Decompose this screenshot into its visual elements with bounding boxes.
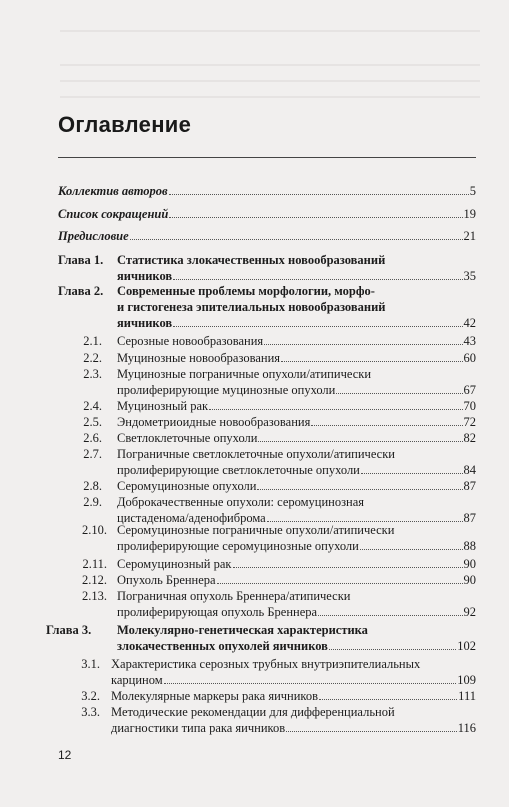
section-number: 2.13. [82, 589, 107, 603]
toc-title: Список сокращений [58, 207, 169, 221]
toc-entry-preface[interactable] [58, 228, 476, 244]
section-title-line[interactable]: Методические рекомендации для дифференциальной [111, 705, 395, 719]
toc-page: 19 [463, 207, 476, 221]
toc-entry-2-10[interactable] [117, 538, 476, 554]
bleed-through-line [60, 64, 480, 66]
toc-page: 116 [457, 721, 476, 735]
chapter-title-line[interactable]: Статистика злокачественных новообразований [117, 253, 386, 267]
section-number: 2.8. [83, 479, 102, 493]
toc-entry-2-2[interactable] [117, 350, 476, 366]
dot-leader [164, 683, 457, 684]
toc-page: 72 [463, 415, 476, 429]
toc-entry-2-6[interactable] [117, 430, 476, 446]
toc-page: 92 [463, 605, 476, 619]
chapter-title-line[interactable]: и гистогенеза эпителиальных новообразований [117, 300, 386, 314]
section-number: 3.1. [81, 657, 100, 671]
section-title: Муцинозные новообразования [117, 351, 281, 365]
section-title-line[interactable]: Доброкачественные опухоли: серомуцинозная [117, 495, 365, 509]
toc-page: 43 [463, 334, 476, 348]
toc-page: 109 [457, 673, 476, 687]
section-title-line[interactable]: Муцинозные пограничные опухоли/атипически [117, 367, 372, 381]
chapter-title-line[interactable] [117, 268, 476, 284]
chapter-title-text: яичников [117, 269, 173, 283]
chapter-label: Глава 3. [46, 623, 92, 637]
dot-leader [319, 699, 457, 700]
bleed-through-line [60, 80, 480, 82]
toc-entry-2-12[interactable] [117, 572, 476, 588]
page-number: 12 [58, 748, 72, 762]
dot-leader [209, 409, 462, 410]
chapter-title-line[interactable] [117, 315, 476, 331]
dot-leader [281, 361, 462, 362]
dot-leader [329, 649, 456, 650]
section-number: 3.2. [81, 689, 100, 703]
toc-entry-3-3[interactable] [111, 720, 476, 736]
toc-entry-2-4[interactable] [117, 398, 476, 414]
section-number: 2.3. [83, 367, 102, 381]
toc-entry-3-1[interactable] [111, 672, 476, 688]
section-number: 3.3. [81, 705, 100, 719]
dot-leader [264, 344, 462, 345]
chapter-title-text: яичников [117, 316, 173, 330]
toc-page: 60 [463, 351, 476, 365]
dot-leader [233, 567, 463, 568]
toc-entry-2-13[interactable] [117, 604, 476, 620]
section-title: Светлоклеточные опухоли [117, 431, 258, 445]
dot-leader [258, 441, 462, 442]
section-title: Молекулярные маркеры рака яичников [111, 689, 319, 703]
section-number: 2.2. [83, 351, 102, 365]
toc-page: 70 [463, 399, 476, 413]
section-number: 2.4. [83, 399, 102, 413]
section-title: пролиферирующие светлоклеточные опухоли [117, 463, 360, 477]
section-title: пролиферирующие муцинозные опухоли [117, 383, 336, 397]
dot-leader [360, 549, 463, 550]
bleed-through-line [60, 30, 480, 32]
section-number: 2.12. [82, 573, 107, 587]
toc-entry-abbreviations[interactable] [58, 206, 476, 222]
section-title: Опухоль Бреннера [117, 573, 216, 587]
section-number: 2.6. [83, 431, 102, 445]
toc-page: 88 [463, 539, 476, 553]
chapter-title-line[interactable] [117, 638, 476, 654]
toc-entry-authors[interactable] [58, 183, 476, 199]
toc-page: 84 [463, 463, 476, 477]
toc-title: Коллектив авторов [58, 184, 168, 198]
section-title: пролиферирующие серомуцинозные опухоли [117, 539, 359, 553]
dot-leader [173, 326, 462, 327]
chapter-label: Глава 1. [58, 253, 104, 267]
dot-leader [169, 194, 469, 195]
chapter-title-text: злокачественных опухолей яичников [117, 639, 328, 653]
toc-page: 82 [463, 431, 476, 445]
toc-title: Предисловие [58, 229, 129, 243]
dot-leader [311, 425, 462, 426]
chapter-title-line[interactable]: Современные проблемы морфологии, морфо- [117, 284, 375, 298]
chapter-label: Глава 2. [58, 284, 104, 298]
toc-page: 42 [463, 316, 476, 330]
bleed-through-line [60, 96, 480, 98]
section-number: 2.1. [83, 334, 102, 348]
dot-leader [169, 217, 462, 218]
dot-leader [257, 489, 462, 490]
section-title: Муцинозный рак [117, 399, 209, 413]
toc-entry-2-11[interactable] [117, 556, 476, 572]
title-rule [58, 157, 476, 158]
section-title-line[interactable]: Пограничные светлоклеточные опухоли/атипически [117, 447, 395, 461]
dot-leader [318, 615, 462, 616]
dot-leader [336, 393, 462, 394]
section-title: Эндометриоидные новообразования [117, 415, 311, 429]
toc-page: 102 [457, 639, 476, 653]
toc-page: 5 [469, 184, 476, 198]
section-title: цистаденома/аденофиброма [117, 511, 266, 525]
toc-page: 35 [463, 269, 476, 283]
dot-leader [173, 279, 462, 280]
section-number: 2.10. [82, 523, 107, 537]
toc-page: 87 [463, 511, 476, 525]
section-number: 2.5. [83, 415, 102, 429]
section-title: диагностики типа рака яичников [111, 721, 286, 735]
section-title-line[interactable]: Характеристика серозных трубных внутриэпителиальных [111, 657, 421, 671]
dot-leader [286, 731, 457, 732]
toc-page: 111 [458, 689, 476, 703]
dot-leader [217, 583, 463, 584]
toc-page: 90 [463, 573, 476, 587]
section-title: Серомуцинозный рак [117, 557, 232, 571]
section-title: Серомуцинозные опухоли [117, 479, 257, 493]
toc-page: 87 [463, 479, 476, 493]
section-title-line[interactable]: Пограничная опухоль Бреннера/атипически [117, 589, 351, 603]
toc-entry-2-7[interactable] [117, 462, 476, 478]
section-title-line[interactable]: Серомуцинозные пограничные опухоли/атипически [117, 523, 395, 537]
toc-entry-2-3[interactable] [117, 382, 476, 398]
page-title: Оглавление [58, 112, 192, 137]
section-title: Серозные новообразования [117, 334, 264, 348]
toc-page: 90 [463, 557, 476, 571]
section-number: 2.9. [83, 495, 102, 509]
chapter-title-line[interactable]: Молекулярно-генетическая характеристика [117, 623, 368, 637]
toc-entry-2-5[interactable] [117, 414, 476, 430]
section-number: 2.7. [83, 447, 102, 461]
section-number: 2.11. [82, 557, 107, 571]
toc-entry-3-2[interactable] [111, 688, 476, 704]
dot-leader [361, 473, 463, 474]
toc-page: 67 [463, 383, 476, 397]
dot-leader [130, 239, 463, 240]
toc-page: 21 [463, 229, 476, 243]
toc-entry-2-8[interactable] [117, 478, 476, 494]
section-title: карцином [111, 673, 163, 687]
toc-entry-2-1[interactable] [117, 333, 476, 349]
section-title: пролиферирующая опухоль Бреннера [117, 605, 318, 619]
